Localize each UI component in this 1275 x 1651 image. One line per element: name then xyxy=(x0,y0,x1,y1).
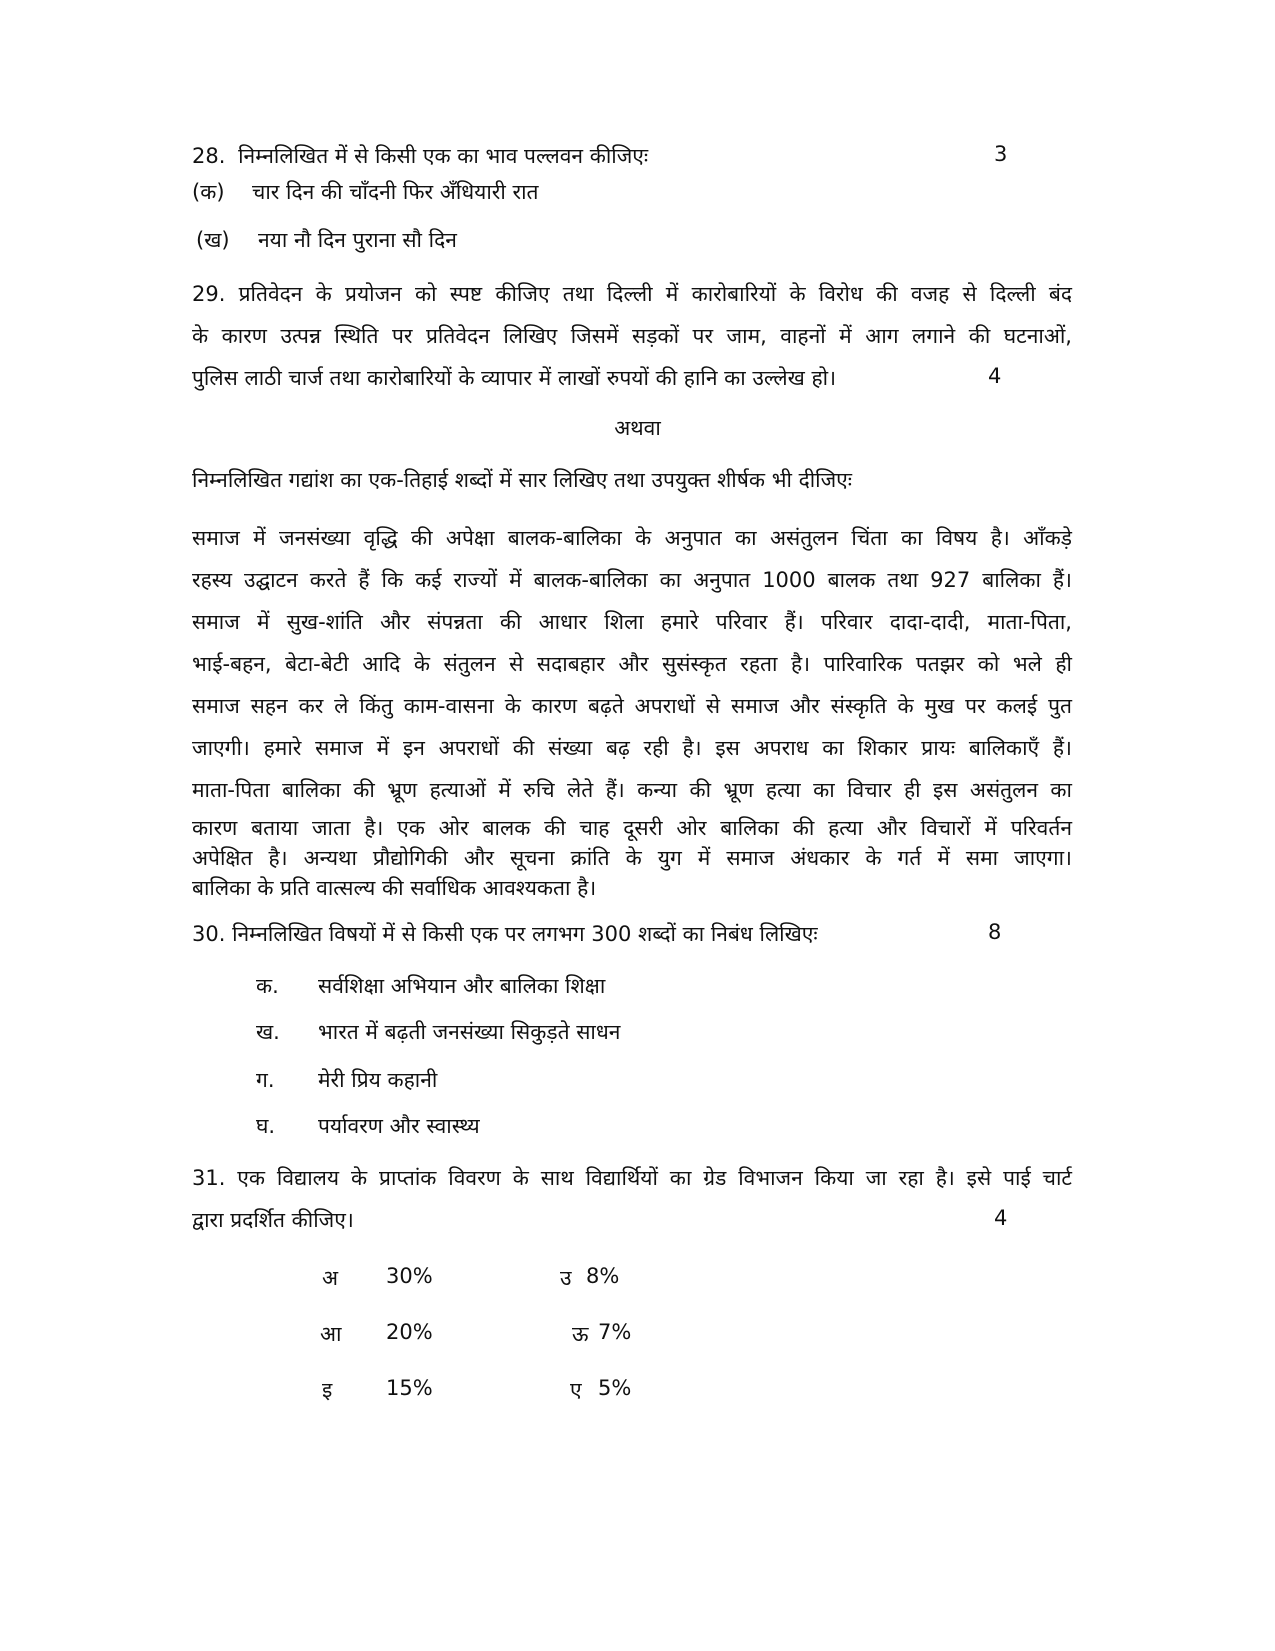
q31-marks: 4 xyxy=(994,1206,1008,1230)
grade-percent: 15% xyxy=(386,1376,433,1400)
q28-option-text: नया नौ दिन पुराना सौ दिन xyxy=(258,228,457,252)
q31-line: द्वारा प्रदर्शित कीजिए। xyxy=(192,1208,354,1232)
grade-percent: 7% xyxy=(598,1320,632,1344)
q28-option-label: (ख) xyxy=(196,228,230,252)
q30-option-label: क. xyxy=(256,974,279,998)
passage-line: जाएगी। हमारे समाज में इन अपराधों की संख्या बढ़ रही है। इस अपराध का शिकार प्रायः बालिकाएँ हैं। xyxy=(192,736,1072,760)
q30-option-text: मेरी प्रिय कहानी xyxy=(318,1068,438,1092)
q28-option-label: (क) xyxy=(192,180,225,204)
q29-marks: 4 xyxy=(988,364,1002,388)
passage-line: कारण बताया जाता है। एक ओर बालक की चाह दूसरी ओर बालिका की हत्या और विचारों में परिवर्तन xyxy=(192,816,1072,840)
q28-marks: 3 xyxy=(994,142,1008,166)
or-divider: अथवा xyxy=(614,416,661,440)
grade-label: ऊ xyxy=(572,1322,589,1346)
q29-alt-instruction: निम्नलिखित गद्यांश का एक-तिहाई शब्दों में सार लिखिए तथा उपयुक्त शीर्षक भी दीजिएः xyxy=(192,468,853,492)
q28-text: निम्नलिखित में से किसी एक का भाव पल्लवन कीजिएः xyxy=(238,144,649,168)
passage-line: बालिका के प्रति वात्सल्य की सर्वाधिक आवश्यकता है। xyxy=(192,876,597,900)
passage-line: रहस्य उद्घाटन करते हैं कि कई राज्यों में बालक-बालिका का अनुपात 1000 बालक तथा 927 बालिका हैं। xyxy=(192,568,1072,592)
q28-number: 28. xyxy=(192,144,226,168)
q30-option-text: सर्वशिक्षा अभियान और बालिका शिक्षा xyxy=(318,974,606,998)
q31-line: 31. एक विद्यालय के प्राप्तांक विवरण के साथ विद्यार्थियों का ग्रेड विभाजन किया जा रहा है। इसे पाई चार्ट xyxy=(192,1166,1072,1190)
passage-line: समाज में सुख-शांति और संपन्नता की आधार शिला हमारे परिवार हैं। परिवार दादा-दादी, माता-पिता, xyxy=(192,610,1072,634)
grade-percent: 30% xyxy=(386,1264,433,1288)
q30-option-text: भारत में बढ़ती जनसंख्या सिकुड़ते साधन xyxy=(318,1020,621,1044)
q30-marks: 8 xyxy=(988,920,1002,944)
q30-option-label: ग. xyxy=(256,1068,275,1092)
grade-label: इ xyxy=(322,1378,333,1402)
passage-line: माता-पिता बालिका की भ्रूण हत्याओं में रुचि लेते हैं। कन्या की भ्रूण हत्या का विचार ही इस असंतुलन का xyxy=(192,778,1072,802)
passage-line: समाज सहन कर ले किंतु काम-वासना के कारण बढ़ते अपराधों से समाज और संस्कृति के मुख पर कलई पुत xyxy=(192,694,1072,718)
grade-percent: 20% xyxy=(386,1320,433,1344)
q29-line: पुलिस लाठी चार्ज तथा कारोबारियों के व्यापार में लाखों रुपयों की हानि का उल्लेख हो। xyxy=(192,366,837,390)
passage-line: भाई-बहन, बेटा-बेटी आदि के संतुलन से सदाबहार और सुसंस्कृत रहता है। पारिवारिक पतझर को भले ही xyxy=(192,652,1072,676)
grade-label: आ xyxy=(320,1322,342,1346)
q29-line: के कारण उत्पन्न स्थिति पर प्रतिवेदन लिखिए जिसमें सड़कों पर जाम, वाहनों में आग लगाने की घटनाओं, xyxy=(192,324,1072,348)
grade-percent: 8% xyxy=(586,1264,620,1288)
grade-label: उ xyxy=(560,1266,572,1290)
q30-option-text: पर्यावरण और स्वास्थ्य xyxy=(318,1114,480,1138)
passage-line: समाज में जनसंख्या वृद्धि की अपेक्षा बालक-बालिका के अनुपात का असंतुलन चिंता का विषय है। आँकड़े xyxy=(192,526,1072,550)
q28-option-text: चार दिन की चाँदनी फिर अँधियारी रात xyxy=(252,180,539,204)
q30-option-label: ख. xyxy=(256,1020,280,1044)
grade-label: अ xyxy=(322,1266,339,1290)
q30-heading: 30. निम्नलिखित विषयों में से किसी एक पर लगभग 300 शब्दों का निबंध लिखिएः xyxy=(192,922,818,946)
grade-label: ए xyxy=(570,1378,582,1402)
q28-heading xyxy=(192,142,648,170)
passage-line: अपेक्षित है। अन्यथा प्रौद्योगिकी और सूचना क्रांति के युग में समाज अंधकार के गर्त में समा जाएगा। xyxy=(192,846,1072,870)
q30-option-label: घ. xyxy=(256,1114,276,1138)
q29-line: 29. प्रतिवेदन के प्रयोजन को स्पष्ट कीजिए तथा दिल्ली में कारोबारियों के विरोध की वजह से दिल्ली बंद xyxy=(192,282,1072,306)
grade-percent: 5% xyxy=(598,1376,632,1400)
